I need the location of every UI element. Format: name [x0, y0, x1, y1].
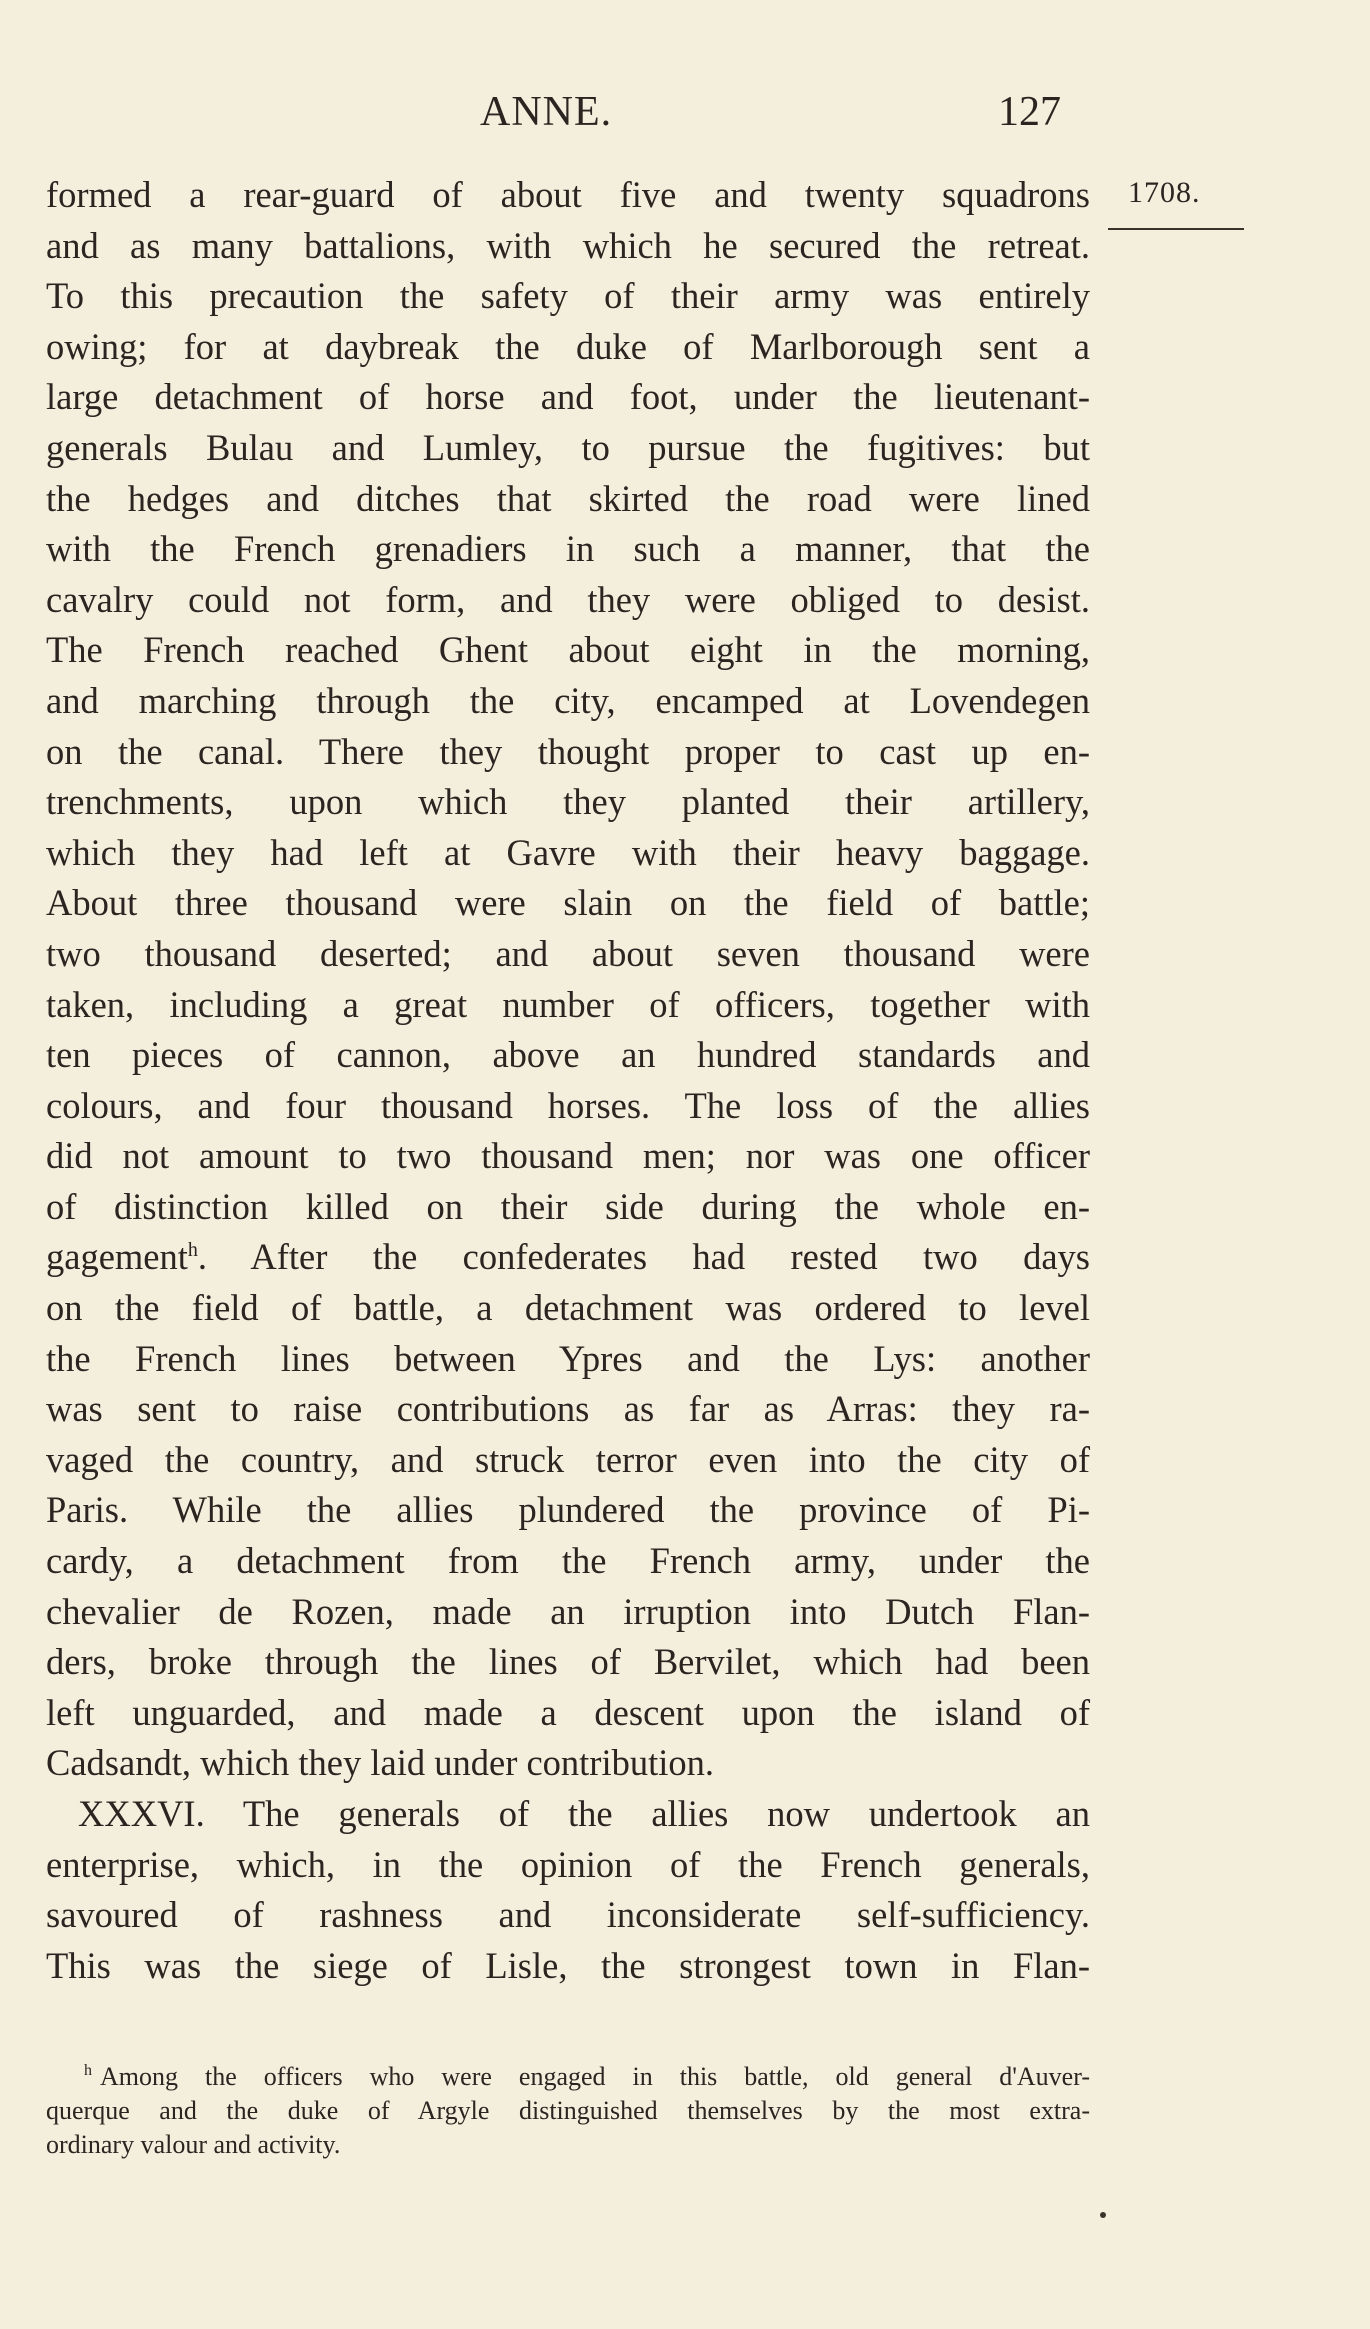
paragraph-last-line: Cadsandt, which they laid under contribution.	[46, 1742, 715, 1784]
text-line: and marching through the city, encamped at Lovendegen	[46, 679, 1090, 721]
margin-rule	[1108, 228, 1244, 230]
text-line: formed a rear-guard of about five and twenty squadrons	[46, 174, 1090, 215]
text-line: savoured of rashness and inconsiderate self-sufficiency.	[46, 1894, 1090, 1936]
text-line: vaged the country, and struck terror even into the city of	[46, 1438, 1090, 1480]
text-line: on the field of battle, a detachment was ordered to level	[46, 1287, 1090, 1329]
footnote-text: Among the officers who were engaged in this battle, old general d'Auver-	[100, 2062, 1090, 2091]
text-line: ten pieces of cannon, above an hundred standards and	[46, 1034, 1090, 1076]
footnote	[46, 2060, 1090, 2162]
text-line: of distinction killed on their side during the whole en-	[46, 1185, 1090, 1227]
text-fragment: . After the confederates had rested two days	[197, 1236, 1090, 1278]
text-line: two thousand deserted; and about seven thousand were	[46, 932, 1090, 974]
text-line: About three thousand were slain on the field of battle;	[46, 882, 1090, 924]
text-line: generals Bulau and Lumley, to pursue the fugitives: but	[46, 426, 1090, 468]
text-line: This was the siege of Lisle, the strongest town in Flan-	[46, 1944, 1090, 1986]
text-line: and as many battalions, with which he secured the retreat.	[46, 224, 1090, 266]
text-line: did not amount to two thousand men; nor was one officer	[46, 1135, 1090, 1177]
body-text	[46, 170, 1090, 1991]
text-line: on the canal. There they thought proper to cast up en-	[46, 730, 1090, 772]
text-line: which they had left at Gavre with their heavy baggage.	[46, 831, 1090, 873]
running-head	[0, 88, 1370, 148]
text-line: was sent to raise contributions as far as Arras: they ra-	[46, 1388, 1090, 1430]
text-line: cardy, a detachment from the French army, under the	[46, 1540, 1090, 1582]
text-line: Paris. While the allies plundered the province of Pi-	[46, 1489, 1090, 1531]
running-head-title: ANNE.	[480, 89, 613, 135]
text-line: taken, including a great number of officers, together with	[46, 983, 1090, 1025]
text-line: left unguarded, and made a descent upon the island of	[46, 1691, 1090, 1733]
text-line: with the French grenadiers in such a manner, that the	[46, 528, 1090, 570]
text-line: ders, broke through the lines of Bervilet, which had been	[46, 1641, 1090, 1683]
text-line: the hedges and ditches that skirted the road were lined	[46, 477, 1090, 519]
footnote-reference[interactable]: h	[187, 1239, 198, 1262]
text-line: enterprise, which, in the opinion of the French generals,	[46, 1843, 1090, 1885]
text-line: To this precaution the safety of their army was entirely	[46, 275, 1090, 317]
text-line: The French reached Ghent about eight in the morning,	[46, 629, 1090, 671]
text-fragment: gagement	[46, 1236, 188, 1278]
text-line: colours, and four thousand horses. The loss of the allies	[46, 1084, 1090, 1126]
footnote-mark: h	[84, 2062, 92, 2080]
text-line: the French lines between Ypres and the Lys: another	[46, 1337, 1090, 1379]
text-line: chevalier de Rozen, made an irruption into Dutch Flan-	[46, 1590, 1090, 1632]
text-line-with-footnote-ref	[46, 1232, 1090, 1283]
text-line: large detachment of horse and foot, under the lieutenant-	[46, 376, 1090, 418]
footnote-line	[46, 2060, 1090, 2094]
ink-speck	[1100, 2212, 1106, 2218]
text-line: cavalry could not form, and they were obliged to desist.	[46, 578, 1090, 620]
margin-year-note: 1708.	[1128, 176, 1201, 209]
section-opening-line: XXXVI. The generals of the allies now undertook an	[78, 1793, 1090, 1834]
text-line: owing; for at daybreak the duke of Marlborough sent a	[46, 325, 1090, 367]
page-number: 127	[998, 89, 1061, 135]
text-line: trenchments, upon which they planted their artillery,	[46, 781, 1090, 823]
footnote-line: querque and the duke of Argyle distinguished themselves by the most extra-	[46, 2096, 1090, 2125]
footnote-line: ordinary valour and activity.	[46, 2130, 341, 2159]
